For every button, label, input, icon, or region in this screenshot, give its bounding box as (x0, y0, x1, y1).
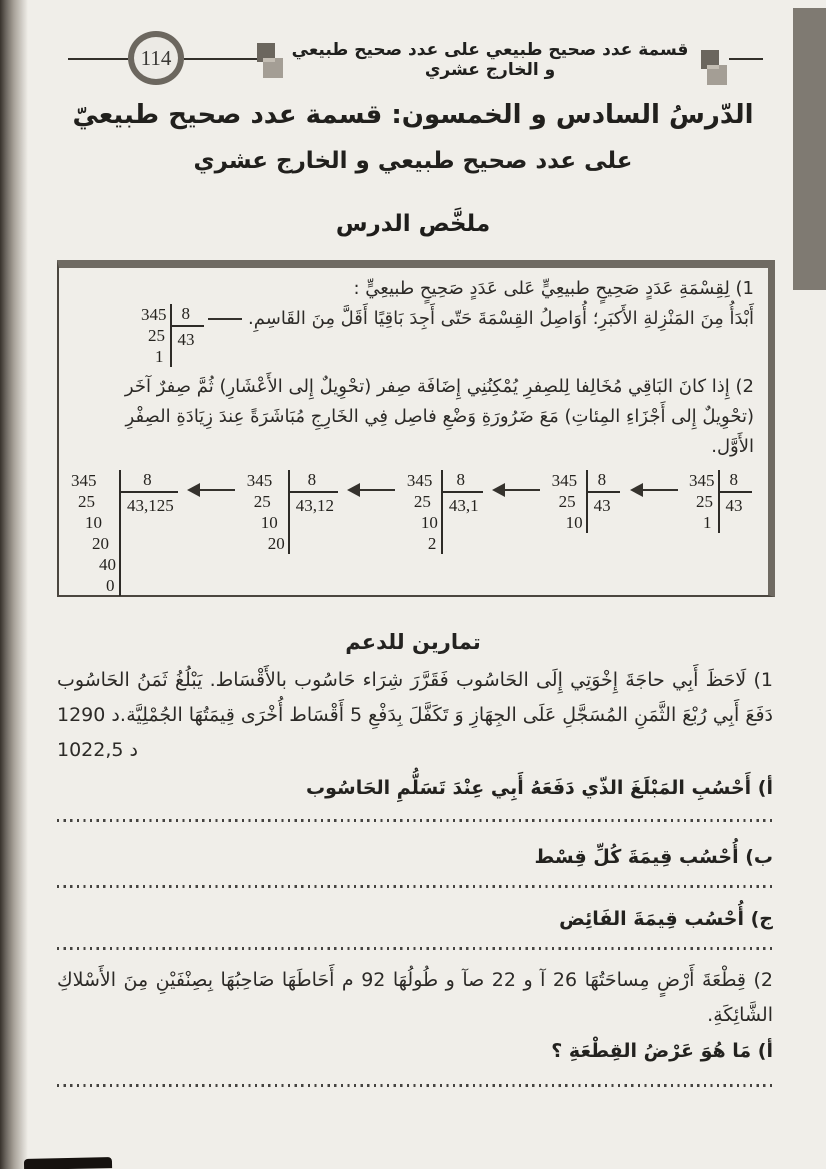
exercise-2-paragraph (57, 963, 773, 1033)
division-dividend-column (71, 470, 119, 596)
division-result-column (121, 470, 178, 596)
summary-point2-line3: الأَوَّل. (711, 436, 754, 457)
arrow-left-icon (189, 489, 235, 491)
division-row-value: 0 (106, 576, 115, 595)
division-dividend-column (141, 304, 170, 367)
division-row-value: 25 (558, 492, 576, 511)
exercise-1-question-b: ب) أُحْسُب قِيمَةَ كُلِّ قِسْط (534, 846, 773, 868)
answer-dotted-line (57, 885, 772, 888)
division-quotient: 43 (177, 330, 195, 349)
exercise-1-line3 (57, 733, 773, 768)
checker-squares-icon (701, 50, 733, 90)
division-divisor: 8 (720, 470, 753, 493)
division-row-value: 345 (689, 471, 715, 490)
left-binding-shadow (0, 0, 28, 1169)
division-result-column (720, 470, 753, 533)
answer-dotted-line (57, 947, 772, 950)
long-division-diagram (407, 470, 483, 554)
arrow-left-icon (349, 489, 395, 491)
division-result-column (172, 304, 205, 367)
exercise-1-line2 (57, 698, 773, 733)
division-dividend-column (689, 470, 718, 533)
division-row-value: 25 (78, 492, 95, 511)
division-divisor: 8 (588, 470, 621, 493)
division-divisor: 8 (443, 470, 483, 493)
division-row-value: 345 (246, 471, 273, 490)
exercise-2-line1: 2) قِطْعَةَ أَرْضٍ مِساحَتُهَا 26 آ و 22 صآ و طُولُهَا 92 م أَحَاطَهَا صَاحِبُهَا بِصِنْفَيْنِ مِنَ الأَسْلاكِ (57, 969, 773, 991)
header-strip-title: قسمة عدد صحيح طبيعي على عدد صحيح طبيعي و الخارج عشري (291, 40, 689, 80)
arrow-left-icon (632, 489, 678, 491)
division-quotient: 43 (725, 496, 743, 515)
division-dividend-column (407, 470, 441, 554)
division-row-value: 20 (92, 534, 109, 553)
exercise-1-line1: 1) لَاحَظَ أَبِي حاجَةَ إِخْوَتِي إِلَى الحَاسُوب فَقَرَّرَ شِرَاء حَاسُوب بالأَقْسَاط. يَبْلُغُ ثَمَنُ الحَاسُوب (57, 669, 773, 691)
exercise-1-total: 1022,5 د (57, 739, 138, 761)
division-row-value: 40 (99, 555, 116, 574)
summary-point1-row (69, 304, 754, 372)
long-division-diagram (141, 304, 204, 367)
division-row-value: 25 (696, 492, 713, 511)
division-row-value: 20 (267, 534, 285, 553)
division-row-value: 2 (427, 534, 437, 553)
division-quotient: 43,1 (448, 496, 479, 515)
arrow-left-icon (494, 489, 540, 491)
division-row-value: 25 (253, 492, 271, 511)
right-edge-tab (793, 8, 826, 290)
division-row-value: 345 (141, 305, 167, 324)
division-quotient: 43,125 (127, 496, 174, 515)
exercises-heading: تمارين للدعم (345, 630, 481, 654)
checker-overlap-square (707, 65, 719, 69)
division-row-value: 10 (260, 513, 278, 532)
division-quotient: 43 (593, 496, 611, 515)
division-divisor: 8 (172, 304, 205, 327)
summary-point2-line1: 2) إِذا كانَ البَاقِي مُخَالِفا لِلصِفرِ يُمْكِنُنِي إِضَافَة صِفر (تحْوِيلٌ إِلى الأَعْشَارِ) ثُمَّ صِفرٌ آخَر (124, 376, 754, 397)
exercise-1-price: 1290 د. (57, 704, 126, 726)
division-row-value: 345 (71, 471, 97, 490)
division-sequence (69, 470, 754, 596)
exercise-1-line2-text: دَفَعَ أَبِي رُبْعَ الثَّمَنِ المُسَجَّلِ عَلَى الجِهَازِ وَ تَكَفَّلَ بِدَفْعِ 5 أَقْسَاط أُخْرَى قِيمَتُهَا الجُمْلِيَّة (126, 704, 773, 726)
division-row-value: 10 (420, 513, 438, 532)
long-division-diagram (247, 470, 338, 554)
summary-heading: ملخَّص الدرس (335, 211, 491, 237)
summary-point2-line2: (تحْوِيلٌ إِلى أَجْزَاءِ المِئاتِ) مَعَ ضَرُورَةِ وَضْعِ فاصِل فِي الخَارِجِ مُبَاشَرَةً عِندَ زِيَادَةِ الصِفْرِ (125, 406, 754, 427)
long-division-diagram (689, 470, 752, 533)
page-number-badge (128, 31, 184, 85)
long-division-diagram (71, 470, 178, 596)
page-number: 114 (140, 45, 172, 70)
header-rule-mid (184, 58, 258, 60)
bottom-edge-mark (24, 1157, 112, 1169)
exercise-2-question-a: أ) مَا هُوَ عَرْضُ القِطْعَةِ ؟ (551, 1040, 773, 1062)
division-result-column (443, 470, 483, 554)
division-row-value: 25 (413, 492, 431, 511)
division-divisor: 8 (121, 470, 178, 493)
summary-box (57, 260, 775, 597)
lesson-title-line1: الدّرسُ السادس و الخمسون: قسمة عدد صحيح طبيعيّ (72, 100, 754, 130)
division-row-value: 1 (703, 513, 712, 532)
exercise-1-question-a: أ) أَحْسُبِ المَبْلَغَ الذّي دَفَعَهُ أَبِي عِنْدَ تَسَلُّمِ الحَاسُوب (306, 777, 773, 799)
long-division-diagram (552, 470, 621, 533)
answer-dotted-line (57, 819, 772, 822)
division-quotient: 43,12 (295, 496, 334, 515)
division-row-value: 345 (406, 471, 433, 490)
header-rule-right (729, 58, 763, 60)
summary-point1-line2: أَبْدَأُ مِنَ المَنْزِلةِ الأَكبَرِ؛ أُوَاصِلُ القِسْمَةَ حَتّى أَجِدَ بَاقِيًا أَقَلَّ مِنَ القَاسِمِ. (248, 308, 754, 329)
division-result-column (588, 470, 621, 533)
exercise-1-question-c: ج) أُحْسُب قِيمَةَ الفَائِض (559, 908, 773, 930)
division-row-value: 1 (155, 347, 164, 366)
summary-point1-line1: 1) لِقِسْمَةِ عَدَدٍ صَحِيحٍ طبيعِيٍّ عَلى عَدَدٍ صَحِيحٍ طبيعِيٍّ : (353, 278, 754, 299)
division-result-column (290, 470, 338, 554)
answer-dotted-line (57, 1084, 772, 1087)
exercise-2-line2: الشَّائِكَةِ. (707, 1004, 773, 1026)
division-dividend-column (247, 470, 288, 554)
division-row-value: 10 (565, 513, 583, 532)
inline-division-slot (141, 304, 204, 367)
checker-overlap-square (263, 58, 275, 62)
division-dividend-column (552, 470, 586, 533)
division-row-value: 345 (551, 471, 578, 490)
connector-line (208, 318, 242, 320)
lesson-title-line2: على عدد صحيح طبيعي و الخارج عشري (193, 148, 633, 174)
header-rule-left (68, 58, 128, 60)
division-row-value: 10 (85, 513, 102, 532)
exercise-1-paragraph (57, 663, 773, 768)
division-divisor: 8 (290, 470, 338, 493)
division-row-value: 25 (148, 326, 166, 345)
